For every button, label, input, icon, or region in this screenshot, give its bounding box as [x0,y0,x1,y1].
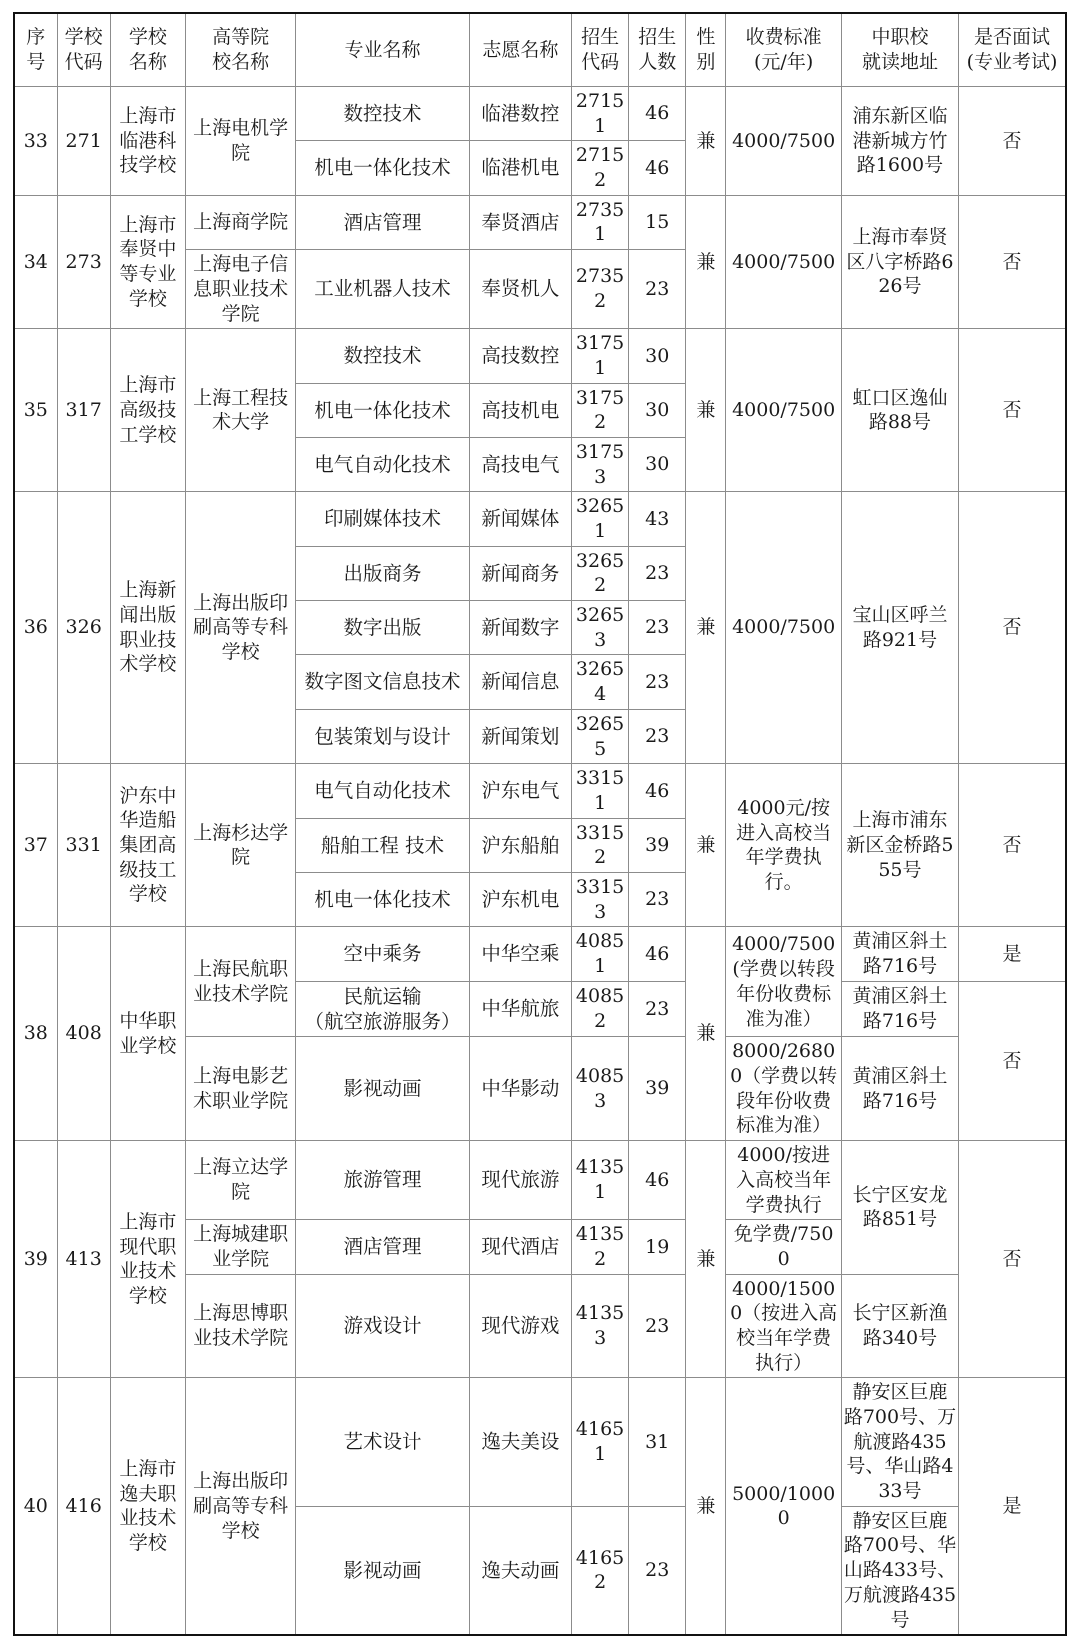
cell-wish-name: 高技机电 [469,383,571,437]
cell-admission-code: 32654 [572,655,629,709]
cell-seq: 38 [14,927,57,1141]
cell-wish-name: 高技数控 [469,329,571,383]
cell-interview: 是 [959,927,1066,981]
cell-wish-name: 新闻媒体 [469,492,571,546]
cell-admission-count: 43 [629,492,686,546]
cell-school-name: 上海市临港科技学校 [110,87,185,196]
cell-fee-standard: 5000/10000 [726,1378,841,1635]
cell-major-name: 出版商务 [296,546,469,600]
cell-college-name: 上海商学院 [185,195,295,249]
cell-school-code: 317 [57,329,110,492]
cell-admission-code: 41651 [572,1378,629,1506]
cell-admission-count: 39 [629,818,686,872]
cell-major-name: 数控技术 [296,329,469,383]
cell-major-name: 数字出版 [296,601,469,655]
cell-major-name: 船舶工程 技术 [296,818,469,872]
cell-gender: 兼 [686,195,726,328]
cell-wish-name: 奉贤酒店 [469,195,571,249]
cell-admission-code: 41352 [572,1220,629,1274]
cell-interview: 否 [959,87,1066,196]
cell-seq: 33 [14,87,57,196]
cell-wish-name: 新闻策划 [469,709,571,763]
cell-admission-code: 31752 [572,383,629,437]
cell-interview: 否 [959,195,1066,328]
cell-wish-name: 逸夫美设 [469,1378,571,1506]
cell-interview: 否 [959,492,1066,764]
cell-major-name: 工业机器人技术 [296,250,469,329]
cell-major-name: 数控技术 [296,87,469,141]
cell-major-name: 电气自动化技术 [296,437,469,491]
cell-seq: 39 [14,1141,57,1378]
cell-wish-name: 高技电气 [469,437,571,491]
cell-major-name: 影视动画 [296,1506,469,1635]
cell-school-name: 上海市现代职业技术学校 [110,1141,185,1378]
cell-college-name: 上海出版印刷高等专科学校 [185,1378,295,1635]
cell-college-name: 上海杉达学院 [185,764,295,927]
cell-gender: 兼 [686,492,726,764]
cell-wish-name: 新闻商务 [469,546,571,600]
cell-seq: 36 [14,492,57,764]
header-row [14,13,1066,87]
cell-admission-count: 19 [629,1220,686,1274]
cell-school-name: 上海新闻出版职业技术学校 [110,492,185,764]
cell-interview: 是 [959,1378,1066,1635]
cell-major-name: 印刷媒体技术 [296,492,469,546]
header-interview: 是否面试 (专业考试) [959,13,1066,87]
table-row [14,492,1066,546]
cell-gender: 兼 [686,1378,726,1635]
cell-college-name: 上海出版印刷高等专科学校 [185,492,295,764]
cell-admission-code: 32655 [572,709,629,763]
cell-admission-count: 31 [629,1378,686,1506]
cell-admission-count: 46 [629,927,686,981]
cell-wish-name: 现代游戏 [469,1274,571,1378]
table-row [14,1378,1066,1506]
cell-interview: 否 [959,981,1066,1140]
cell-admission-count: 23 [629,601,686,655]
cell-interview: 否 [959,329,1066,492]
cell-admission-code: 27151 [572,87,629,141]
table-row [14,87,1066,141]
cell-admission-count: 30 [629,383,686,437]
cell-major-name: 游戏设计 [296,1274,469,1378]
cell-wish-name: 现代酒店 [469,1220,571,1274]
cell-admission-code: 27351 [572,195,629,249]
cell-major-name: 影视动画 [296,1037,469,1141]
cell-wish-name: 沪东电气 [469,764,571,818]
cell-gender: 兼 [686,329,726,492]
cell-school-code: 408 [57,927,110,1141]
cell-wish-name: 沪东机电 [469,872,571,926]
cell-gender: 兼 [686,1141,726,1378]
cell-fee-standard: 4000/7500 [726,329,841,492]
cell-admission-code: 33153 [572,872,629,926]
cell-major-name: 机电一体化技术 [296,383,469,437]
cell-address: 静安区巨鹿路700号、万航渡路435号、华山路433号 [841,1378,958,1506]
cell-major-name: 酒店管理 [296,1220,469,1274]
cell-fee-standard: 4000/7500 [726,87,841,196]
cell-fee-standard: 4000/7500 [726,195,841,328]
cell-admission-count: 23 [629,709,686,763]
cell-wish-name: 中华空乘 [469,927,571,981]
cell-admission-code: 41652 [572,1506,629,1635]
header-gender: 性 别 [686,13,726,87]
cell-college-name: 上海城建职业学院 [185,1220,295,1274]
header-admission-count: 招生 人数 [629,13,686,87]
cell-wish-name: 新闻数字 [469,601,571,655]
cell-address: 黄浦区斜土路716号 [841,1037,958,1141]
header-school-code: 学校 代码 [57,13,110,87]
cell-major-name: 空中乘务 [296,927,469,981]
cell-fee-standard: 4000/7500(学费以转段年份收费标准为准） [726,927,841,1037]
table-row [14,195,1066,249]
cell-fee-standard: 4000/按进入高校当年学费执行 [726,1141,841,1220]
admissions-table [13,12,1067,1636]
cell-school-code: 326 [57,492,110,764]
cell-admission-count: 39 [629,1037,686,1141]
cell-fee-standard: 4000/15000（按进入高校当年学费执行） [726,1274,841,1378]
table-row [14,1141,1066,1220]
cell-admission-code: 32651 [572,492,629,546]
cell-admission-code: 32653 [572,601,629,655]
cell-admission-count: 46 [629,1141,686,1220]
header-address: 中职校 就读地址 [841,13,958,87]
cell-school-code: 273 [57,195,110,328]
cell-admission-count: 46 [629,141,686,195]
table-row [14,764,1066,818]
cell-admission-count: 23 [629,250,686,329]
cell-college-name: 上海电子信息职业技术学院 [185,250,295,329]
cell-major-name: 电气自动化技术 [296,764,469,818]
table-row [14,927,1066,981]
cell-wish-name: 奉贤机人 [469,250,571,329]
cell-admission-code: 41351 [572,1141,629,1220]
cell-gender: 兼 [686,764,726,927]
cell-fee-standard: 免学费/7500 [726,1220,841,1274]
cell-seq: 35 [14,329,57,492]
cell-college-name: 上海民航职业技术学院 [185,927,295,1037]
header-seq: 序 号 [14,13,57,87]
cell-address: 宝山区呼兰路921号 [841,492,958,764]
cell-school-name: 中华职业学校 [110,927,185,1141]
cell-school-name: 上海市高级技工学校 [110,329,185,492]
cell-school-name: 沪东中华造船集团高级技工学校 [110,764,185,927]
cell-school-code: 413 [57,1141,110,1378]
cell-college-name: 上海立达学院 [185,1141,295,1220]
cell-school-code: 271 [57,87,110,196]
table-header [14,13,1066,87]
cell-major-name: 艺术设计 [296,1378,469,1506]
cell-admission-code: 27152 [572,141,629,195]
cell-address: 长宁区安龙路851号 [841,1141,958,1274]
cell-fee-standard: 8000/26800（学费以转段年份收费标准为准） [726,1037,841,1141]
cell-admission-count: 46 [629,87,686,141]
cell-school-name: 上海市奉贤中等专业学校 [110,195,185,328]
cell-admission-count: 23 [629,981,686,1037]
cell-gender: 兼 [686,87,726,196]
cell-wish-name: 新闻信息 [469,655,571,709]
cell-major-name: 民航运输 （航空旅游服务） [296,981,469,1037]
cell-wish-name: 中华影动 [469,1037,571,1141]
cell-seq: 34 [14,195,57,328]
table-row [14,329,1066,383]
cell-fee-standard: 4000元/按进入高校当年学费执行。 [726,764,841,927]
cell-major-name: 机电一体化技术 [296,872,469,926]
cell-wish-name: 沪东船舶 [469,818,571,872]
cell-wish-name: 临港数控 [469,87,571,141]
header-major-name: 专业名称 [296,13,469,87]
cell-college-name: 上海思博职业技术学院 [185,1274,295,1378]
cell-wish-name: 逸夫动画 [469,1506,571,1635]
cell-admission-count: 15 [629,195,686,249]
cell-admission-count: 30 [629,437,686,491]
cell-admission-count: 23 [629,546,686,600]
header-admission-code: 招生 代码 [572,13,629,87]
cell-college-name: 上海工程技术大学 [185,329,295,492]
cell-admission-code: 33152 [572,818,629,872]
cell-admission-code: 31751 [572,329,629,383]
cell-interview: 否 [959,764,1066,927]
cell-address: 上海市奉贤区八字桥路626号 [841,195,958,328]
cell-major-name: 包装策划与设计 [296,709,469,763]
cell-admission-code: 32652 [572,546,629,600]
cell-admission-count: 23 [629,1274,686,1378]
cell-wish-name: 临港机电 [469,141,571,195]
header-college-name: 高等院 校名称 [185,13,295,87]
table-body [14,87,1066,1636]
cell-seq: 37 [14,764,57,927]
cell-address: 虹口区逸仙路88号 [841,329,958,492]
header-school-name: 学校 名称 [110,13,185,87]
cell-interview: 否 [959,1141,1066,1378]
cell-address: 黄浦区斜土路716号 [841,927,958,981]
cell-admission-count: 23 [629,872,686,926]
cell-address: 长宁区新渔路340号 [841,1274,958,1378]
cell-seq: 40 [14,1378,57,1635]
cell-admission-code: 31753 [572,437,629,491]
cell-admission-code: 41353 [572,1274,629,1378]
cell-admission-code: 40853 [572,1037,629,1141]
cell-address: 上海市浦东新区金桥路555号 [841,764,958,927]
cell-major-name: 旅游管理 [296,1141,469,1220]
cell-college-name: 上海电机学院 [185,87,295,196]
cell-address: 黄浦区斜土路716号 [841,981,958,1037]
cell-wish-name: 现代旅游 [469,1141,571,1220]
cell-admission-count: 30 [629,329,686,383]
cell-fee-standard: 4000/7500 [726,492,841,764]
cell-address: 静安区巨鹿路700号、华山路433号、万航渡路435号 [841,1506,958,1635]
cell-admission-count: 23 [629,1506,686,1635]
cell-address: 浦东新区临港新城方竹路1600号 [841,87,958,196]
cell-gender: 兼 [686,927,726,1141]
cell-major-name: 酒店管理 [296,195,469,249]
cell-admission-code: 40852 [572,981,629,1037]
cell-school-code: 416 [57,1378,110,1635]
cell-college-name: 上海电影艺术职业学院 [185,1037,295,1141]
header-wish-name: 志愿名称 [469,13,571,87]
cell-wish-name: 中华航旅 [469,981,571,1037]
cell-admission-code: 40851 [572,927,629,981]
cell-major-name: 数字图文信息技术 [296,655,469,709]
cell-admission-count: 23 [629,655,686,709]
cell-admission-code: 27352 [572,250,629,329]
cell-admission-count: 46 [629,764,686,818]
cell-school-code: 331 [57,764,110,927]
cell-school-name: 上海市逸夫职业技术学校 [110,1378,185,1635]
header-fee-standard: 收费标准 (元/年) [726,13,841,87]
cell-major-name: 机电一体化技术 [296,141,469,195]
cell-admission-code: 33151 [572,764,629,818]
